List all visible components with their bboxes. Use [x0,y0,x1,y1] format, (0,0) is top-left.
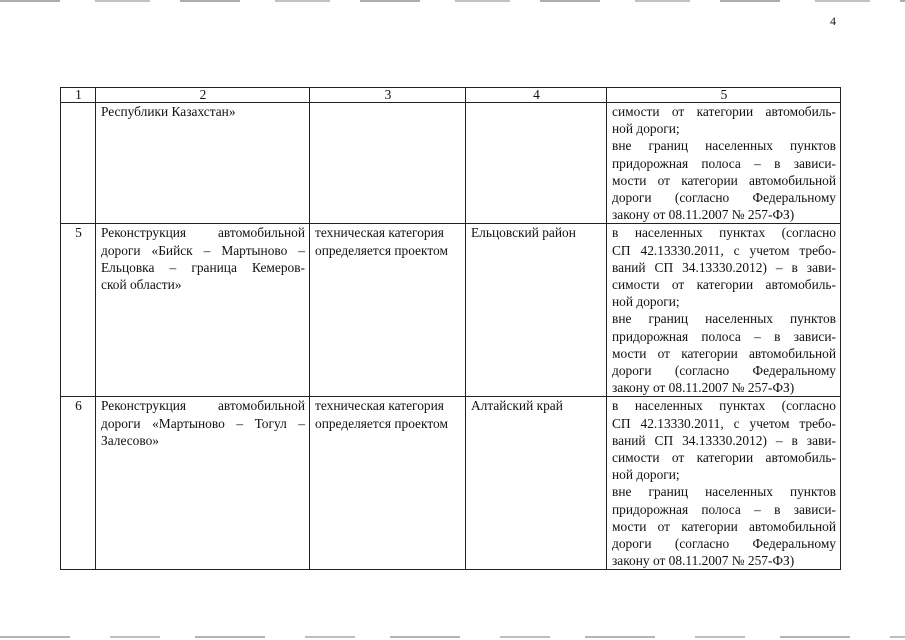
cell-text-line: придорожная полоса – в зависи- [612,328,836,344]
cell-text-line: определяется проектом [315,415,448,431]
cell-text-line: Залесово» [101,432,159,448]
header-cell-4: 4 [466,88,607,103]
parameter-cell [310,397,466,570]
scan-edge-top [0,0,905,2]
cell-text-line: Реконструкция автомобильной [101,225,305,241]
header-cell-1: 1 [61,88,96,103]
zone-description-cell [607,397,841,570]
cell-text-line: СП 42.13330.2011, с учетом требо- [612,242,836,258]
cell-text-line: ской области» [101,277,182,293]
parameter-cell [310,224,466,397]
cell-text-line: придорожная полоса – в зависи- [612,155,836,171]
scan-edge-bottom [0,636,905,638]
cell-text-line: закону от 08.11.2007 № 257-ФЗ) [612,380,795,396]
cell-text-line: ной дороги; [612,294,680,310]
location-cell [466,397,607,570]
cell-text-line: Ельцовский район [471,225,576,241]
cell-text-line: дороги «Бийск – Мартыново – [101,242,305,258]
cell-text-line: ваний СП 34.13330.2012) – в зави- [612,259,836,275]
cell-text-line: Реконструкция автомобильной [101,398,305,414]
row-number-cell: 6 [61,397,96,570]
cell-text-line: вне границ населенных пунктов [612,484,836,500]
location-cell [466,103,607,224]
cell-text-line: мости от категории автомобильной [612,172,836,188]
table-body [61,88,841,570]
cell-text-line: Ельцовка – граница Кемеров- [101,259,305,275]
cell-text-line: Республики Казахстан» [101,104,236,119]
cell-text-line: вне границ населенных пунктов [612,138,836,154]
document-table [60,87,841,570]
cell-text-line: ной дороги; [612,121,680,137]
cell-text-line: симости от категории автомобиль- [612,104,836,119]
object-name-cell [96,224,310,397]
row-number-cell [61,103,96,224]
page-number: 4 [830,14,836,28]
header-cell-2: 2 [96,88,310,103]
cell-text-line: определяется проектом [315,242,448,258]
row-number-cell: 5 [61,224,96,397]
cell-text-line: техническая категория [315,225,444,241]
cell-text-line: мости от категории автомобильной [612,345,836,361]
cell-text-line: в населенных пунктах (согласно [612,225,836,241]
location-cell [466,224,607,397]
zone-description-cell [607,103,841,224]
parameter-cell [310,103,466,224]
header-cell-3: 3 [310,88,466,103]
cell-text-line: СП 42.13330.2011, с учетом требо- [612,415,836,431]
cell-text-line: закону от 08.11.2007 № 257-ФЗ) [612,207,795,223]
cell-text-line: техническая категория [315,398,444,414]
cell-text-line: в населенных пунктах (согласно [612,398,836,414]
cell-text-line: Алтайский край [471,398,563,414]
cell-text-line: дороги (согласно Федеральному [612,536,836,552]
cell-text-line: дороги «Мартыново – Тогул – [101,415,305,431]
header-cell-5: 5 [607,88,841,103]
cell-text-line: вне границ населенных пунктов [612,311,836,327]
cell-text-line: симости от категории автомобиль- [612,450,836,466]
cell-text-line: симости от категории автомобиль- [612,277,836,293]
cell-text-line: дороги (согласно Федеральному [612,363,836,379]
object-name-cell [96,397,310,570]
table-row [61,224,841,397]
zone-description-cell [607,224,841,397]
cell-text-line: дороги (согласно Федеральному [612,190,836,206]
object-name-cell [96,103,310,224]
cell-text-line: мости от категории автомобильной [612,518,836,534]
cell-text-line: ной дороги; [612,467,680,483]
table-row [61,103,841,224]
cell-text-line: придорожная полоса – в зависи- [612,501,836,517]
table-header-row [61,88,841,103]
cell-text-line: ваний СП 34.13330.2012) – в зави- [612,432,836,448]
cell-text-line: закону от 08.11.2007 № 257-ФЗ) [612,553,795,569]
table-row [61,397,841,570]
